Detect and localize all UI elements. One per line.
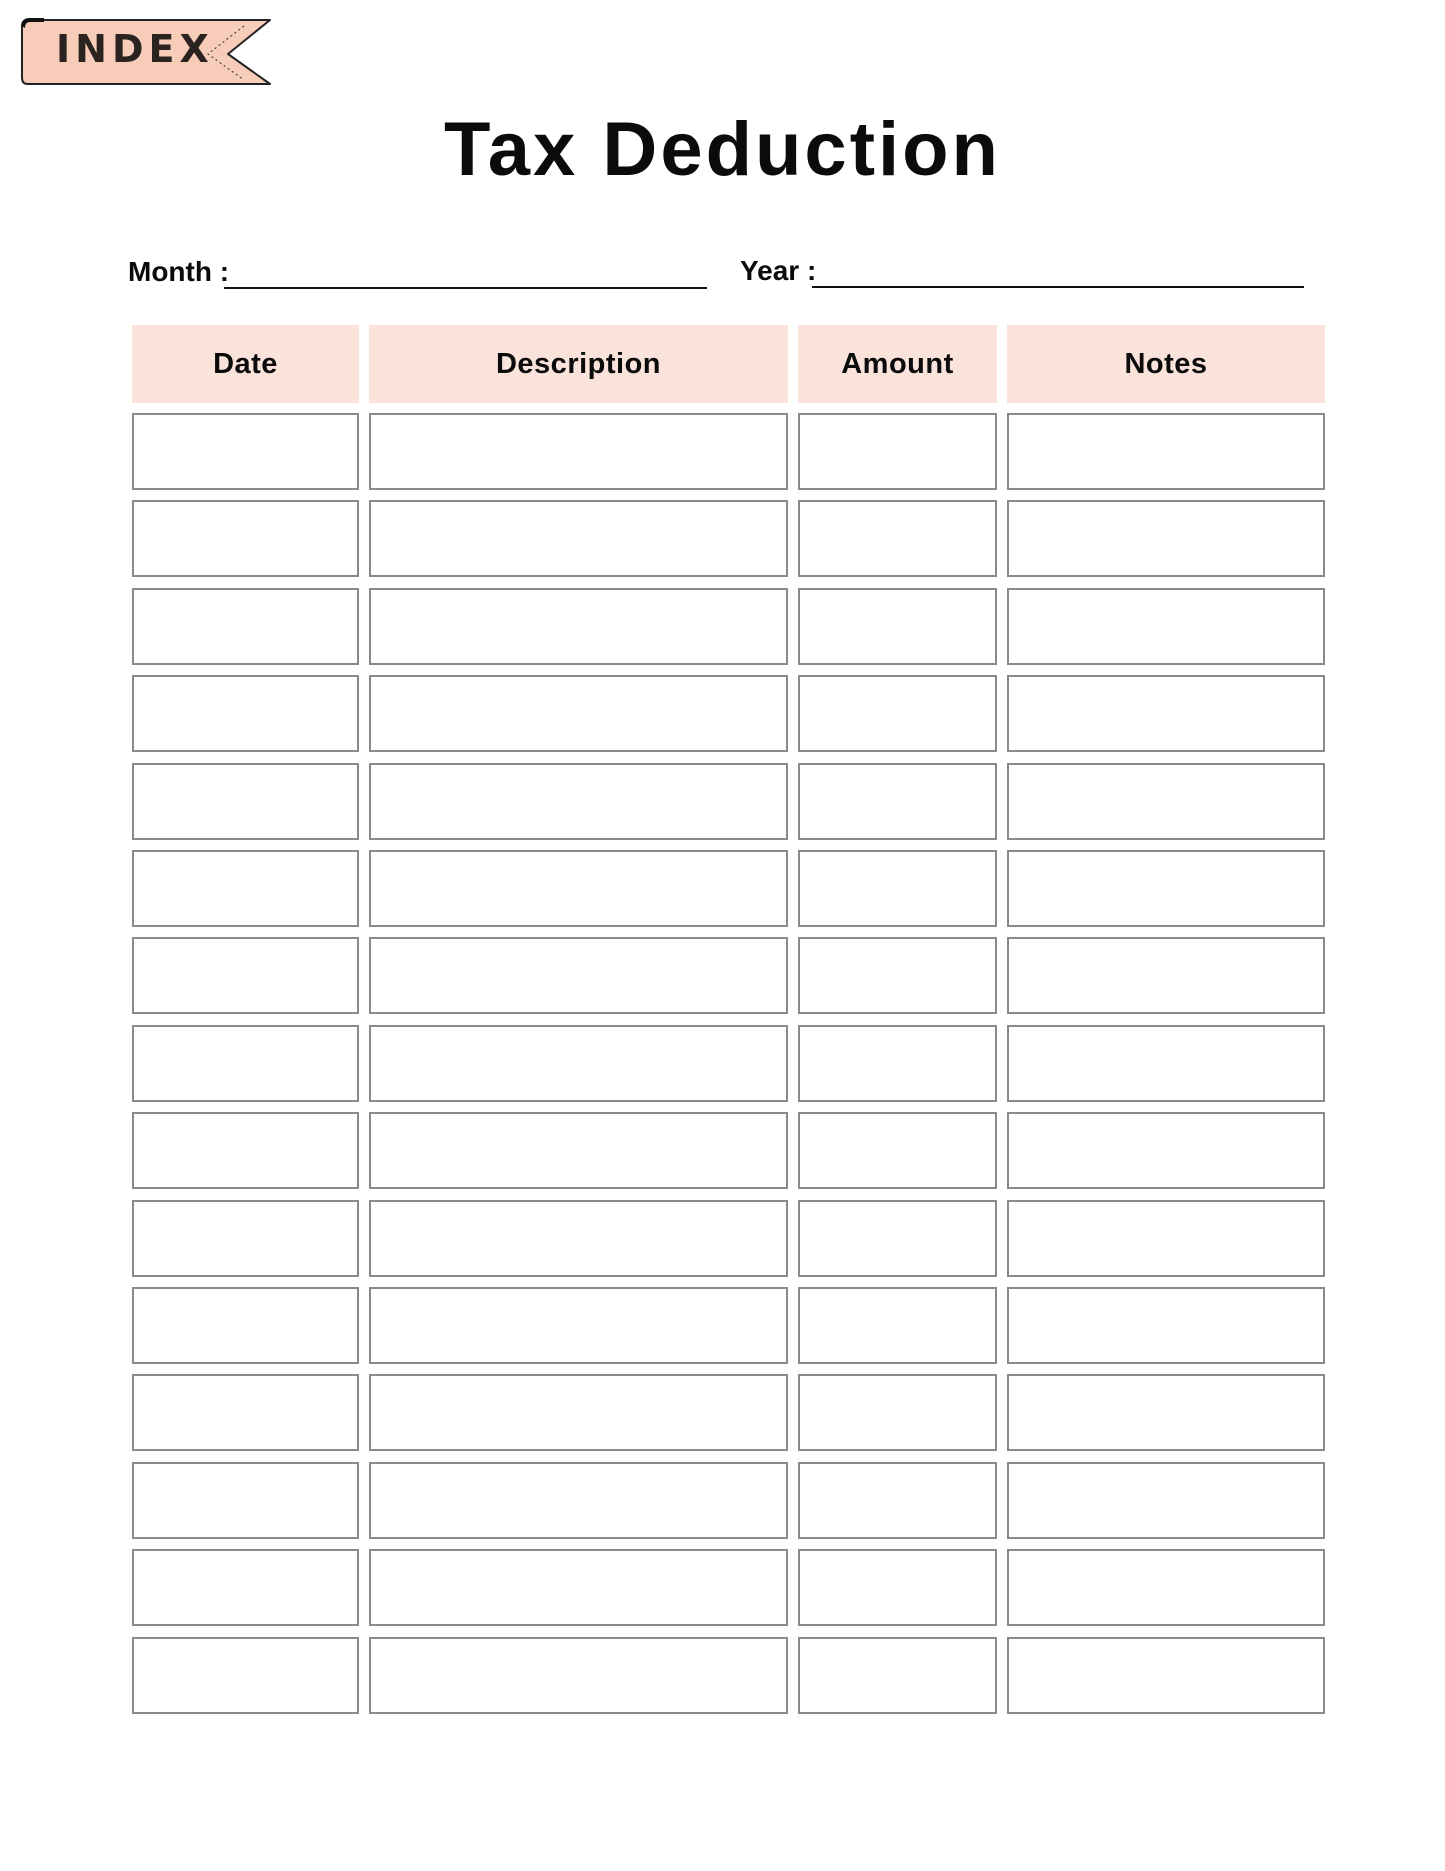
year-input-line[interactable]: [812, 286, 1304, 288]
table-cell-amount[interactable]: [798, 1549, 997, 1626]
table-cell-date[interactable]: [132, 1287, 359, 1364]
column-header-amount: Amount: [798, 325, 997, 403]
table-cell-amount[interactable]: [798, 937, 997, 1014]
table-cell-description[interactable]: [369, 588, 788, 665]
table-cell-date[interactable]: [132, 413, 359, 490]
table-cell-notes[interactable]: [1007, 1200, 1325, 1277]
table-cell-date[interactable]: [132, 1374, 359, 1451]
table-cell-description[interactable]: [369, 763, 788, 840]
table-cell-date[interactable]: [132, 850, 359, 927]
table-cell-amount[interactable]: [798, 1200, 997, 1277]
table-cell-amount[interactable]: [798, 1025, 997, 1102]
table-cell-date[interactable]: [132, 937, 359, 1014]
table-cell-amount[interactable]: [798, 1462, 997, 1539]
year-label: Year :: [740, 255, 817, 286]
table-cell-amount[interactable]: [798, 850, 997, 927]
table-cell-notes[interactable]: [1007, 500, 1325, 577]
table-cell-amount[interactable]: [798, 1374, 997, 1451]
table-cell-date[interactable]: [132, 588, 359, 665]
table-cell-amount[interactable]: [798, 1287, 997, 1364]
table-cell-amount[interactable]: [798, 1112, 997, 1189]
table-cell-description[interactable]: [369, 1374, 788, 1451]
table-cell-notes[interactable]: [1007, 1112, 1325, 1189]
table-cell-description[interactable]: [369, 1200, 788, 1277]
table-cell-date[interactable]: [132, 1200, 359, 1277]
table-cell-notes[interactable]: [1007, 850, 1325, 927]
table-cell-description[interactable]: [369, 1112, 788, 1189]
index-tab-button[interactable]: [18, 16, 274, 88]
table-cell-date[interactable]: [132, 1462, 359, 1539]
table-cell-amount[interactable]: [798, 675, 997, 752]
table-cell-date[interactable]: [132, 1112, 359, 1189]
column-header-notes: Notes: [1007, 325, 1325, 403]
table-cell-description[interactable]: [369, 937, 788, 1014]
table-cell-amount[interactable]: [798, 413, 997, 490]
table-cell-notes[interactable]: [1007, 1637, 1325, 1714]
column-header-date: Date: [132, 325, 359, 403]
page-title: Tax Deduction: [444, 107, 1001, 192]
table-cell-description[interactable]: [369, 1549, 788, 1626]
column-header-description: Description: [369, 325, 788, 403]
table-cell-description[interactable]: [369, 850, 788, 927]
table-cell-notes[interactable]: [1007, 763, 1325, 840]
table-cell-notes[interactable]: [1007, 1374, 1325, 1451]
table-cell-notes[interactable]: [1007, 937, 1325, 1014]
table-cell-notes[interactable]: [1007, 1025, 1325, 1102]
table-cell-date[interactable]: [132, 1549, 359, 1626]
table-cell-amount[interactable]: [798, 1637, 997, 1714]
table-cell-date[interactable]: [132, 675, 359, 752]
month-input-line[interactable]: [224, 287, 707, 289]
table-cell-amount[interactable]: [798, 500, 997, 577]
table-cell-description[interactable]: [369, 675, 788, 752]
index-tab-label: INDEX: [56, 27, 214, 71]
table-cell-notes[interactable]: [1007, 1287, 1325, 1364]
month-label: Month :: [128, 256, 230, 287]
table-cell-date[interactable]: [132, 1637, 359, 1714]
table-cell-date[interactable]: [132, 1025, 359, 1102]
table-cell-amount[interactable]: [798, 763, 997, 840]
table-cell-amount[interactable]: [798, 588, 997, 665]
table-cell-notes[interactable]: [1007, 588, 1325, 665]
table-cell-description[interactable]: [369, 1287, 788, 1364]
table-cell-description[interactable]: [369, 1462, 788, 1539]
table-cell-date[interactable]: [132, 763, 359, 840]
table-cell-notes[interactable]: [1007, 675, 1325, 752]
table-cell-description[interactable]: [369, 413, 788, 490]
table-cell-description[interactable]: [369, 1025, 788, 1102]
table-cell-notes[interactable]: [1007, 413, 1325, 490]
table-cell-notes[interactable]: [1007, 1462, 1325, 1539]
table-cell-notes[interactable]: [1007, 1549, 1325, 1626]
table-cell-date[interactable]: [132, 500, 359, 577]
table-cell-description[interactable]: [369, 1637, 788, 1714]
table-cell-description[interactable]: [369, 500, 788, 577]
